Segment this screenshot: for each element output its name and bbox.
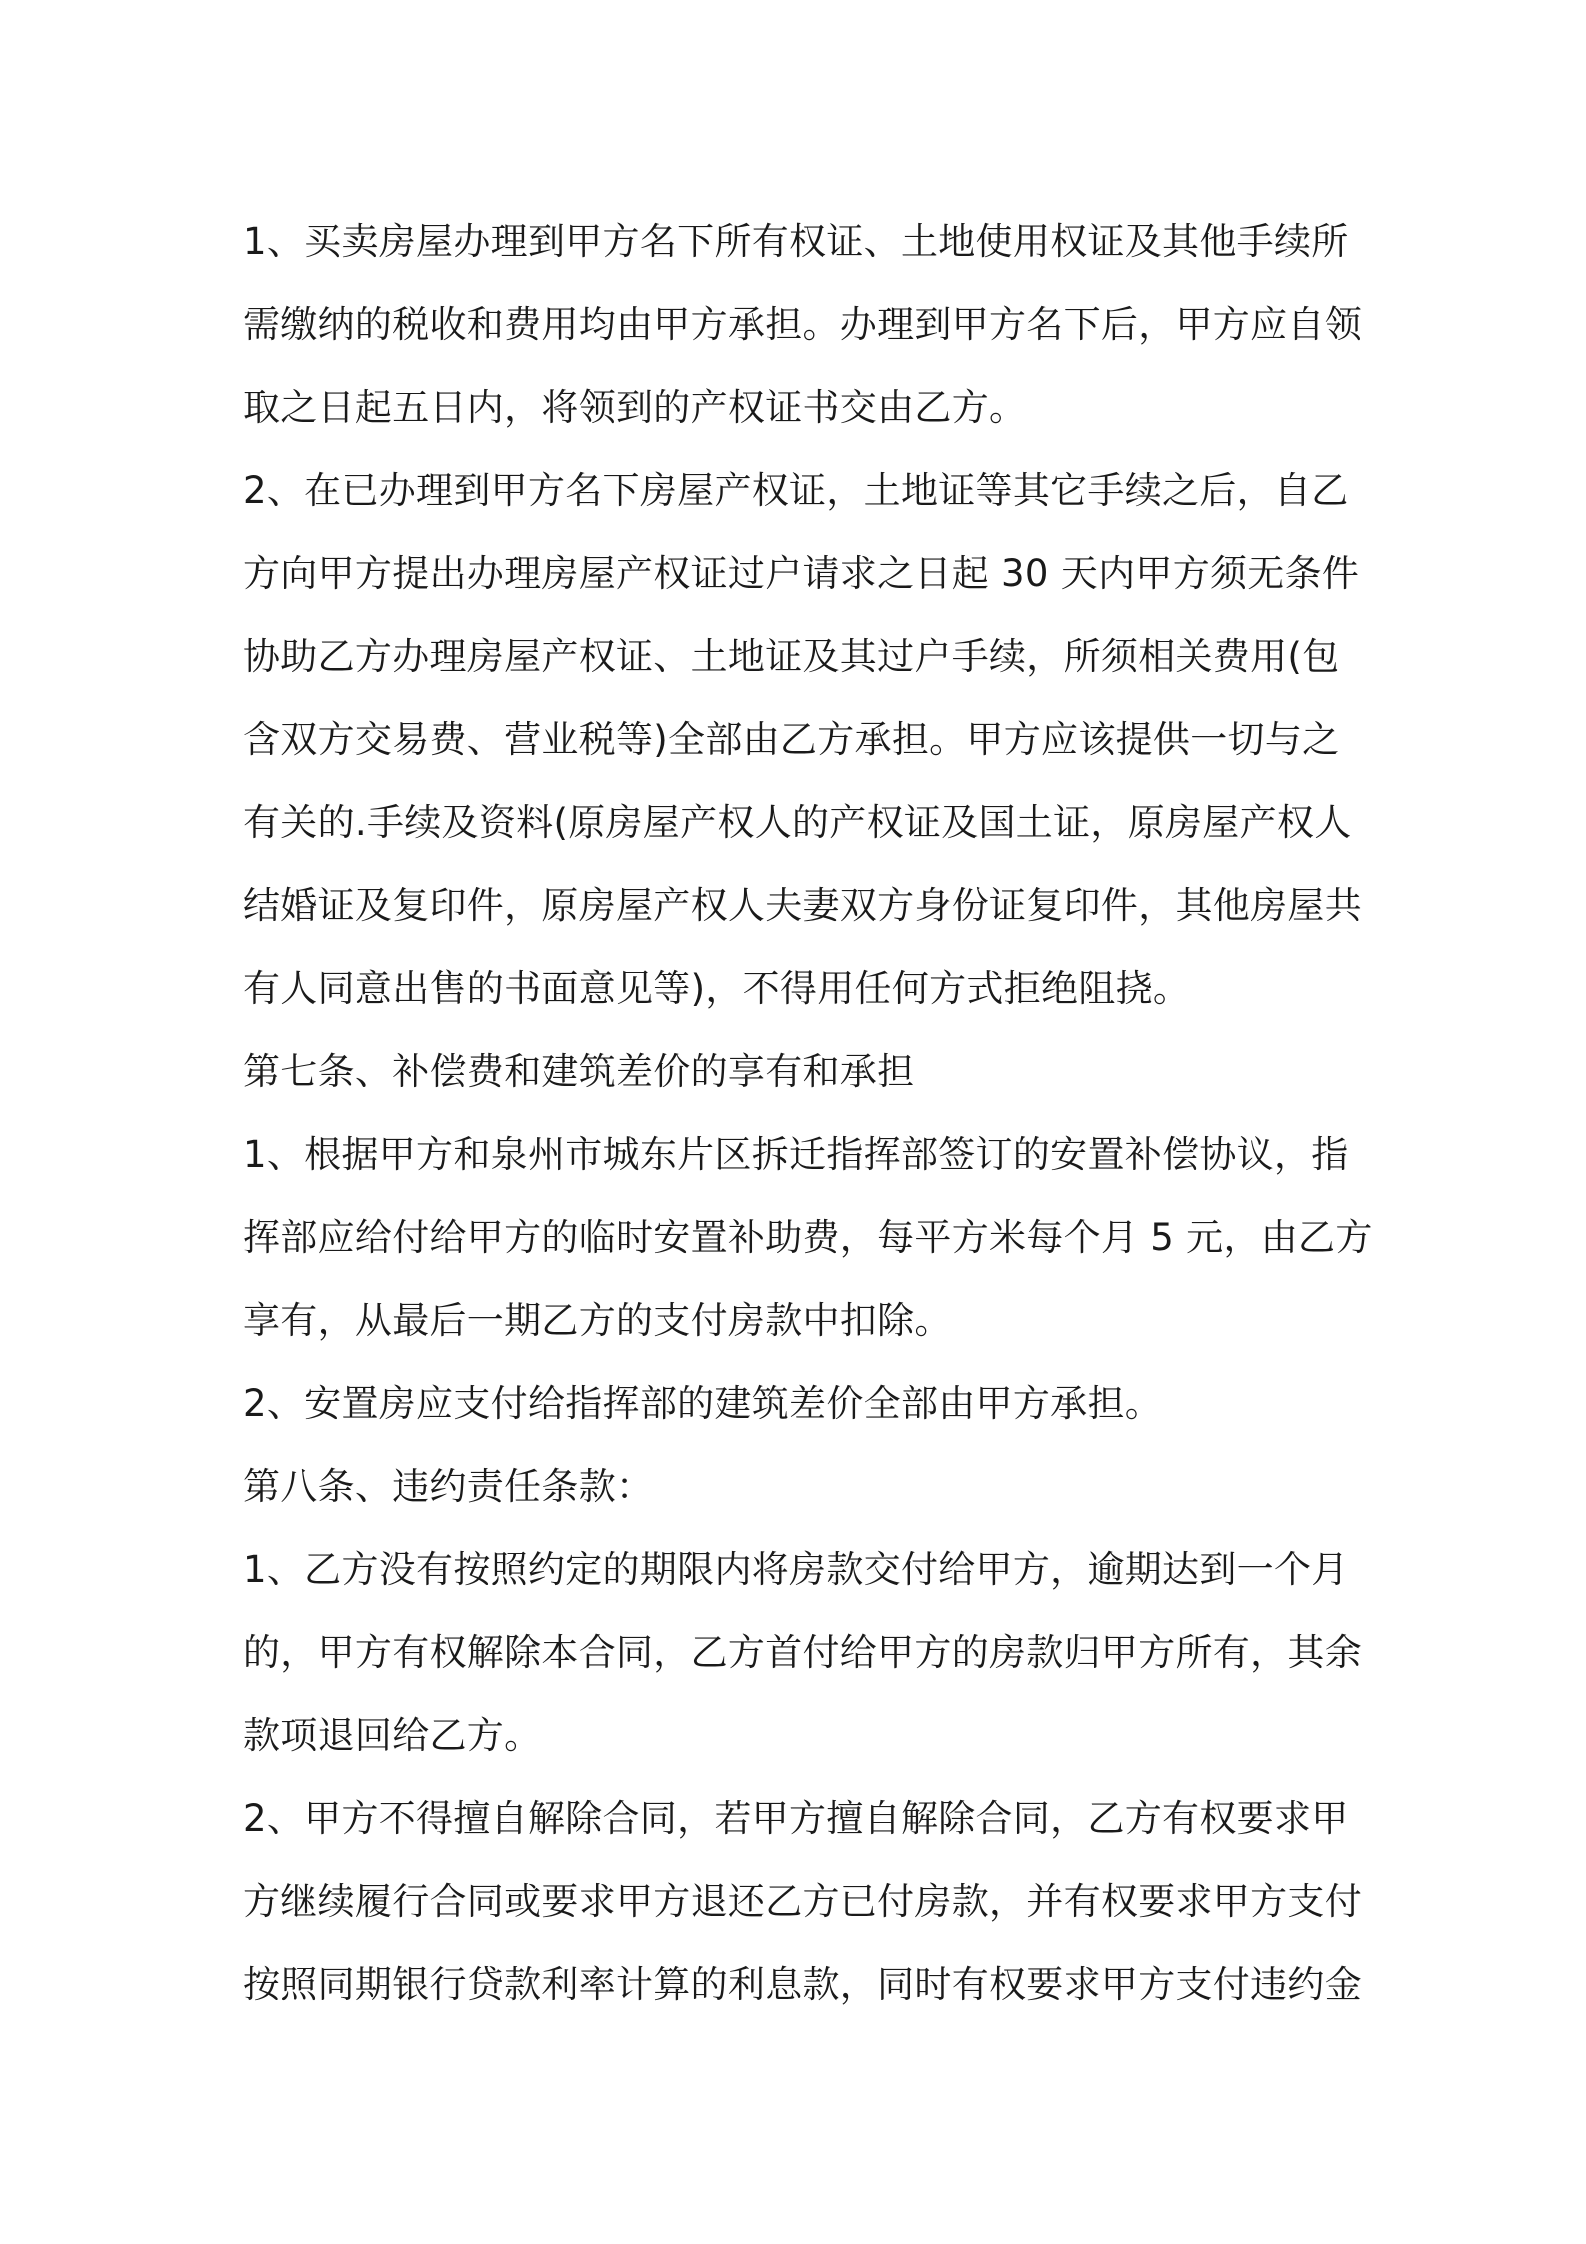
- text-line: 有关的.手续及资料(原房屋产权人的产权证及国土证，原房屋产权人: [243, 801, 1352, 844]
- text-line: 方继续履行合同或要求甲方退还乙方已付房款，并有权要求甲方支付: [243, 1880, 1362, 1923]
- text-line: 1、乙方没有按照约定的期限内将房款交付给甲方，逾期达到一个月: [243, 1548, 1349, 1591]
- section-heading: 第八条、违约责任条款：: [243, 1465, 654, 1508]
- text-line: 含双方交易费、营业税等)全部由乙方承担。甲方应该提供一切与之: [243, 718, 1340, 761]
- text-line: 挥部应给付给甲方的临时安置补助费，每平方米每个月 5 元，由乙方: [243, 1216, 1373, 1259]
- document-body: [243, 200, 1373, 2026]
- text-line: 1、根据甲方和泉州市城东片区拆迁指挥部签订的安置补偿协议，指: [243, 1133, 1349, 1176]
- text-line: 的，甲方有权解除本合同，乙方首付给甲方的房款归甲方所有，其余: [243, 1631, 1362, 1674]
- text-line: 1、买卖房屋办理到甲方名下所有权证、土地使用权证及其他手续所: [243, 220, 1349, 263]
- text-line: 结婚证及复印件，原房屋产权人夫妻双方身份证复印件，其他房屋共: [243, 884, 1362, 927]
- text-line: 2、甲方不得擅自解除合同，若甲方擅自解除合同，乙方有权要求甲: [243, 1797, 1349, 1840]
- text-line: 协助乙方办理房屋产权证、土地证及其过户手续，所须相关费用(包: [243, 635, 1340, 678]
- text-line: 取之日起五日内，将领到的产权证书交由乙方。: [243, 386, 1027, 429]
- text-line: 按照同期银行贷款利率计算的利息款，同时有权要求甲方支付违约金: [243, 1963, 1362, 2006]
- text-line: 享有，从最后一期乙方的支付房款中扣除。: [243, 1299, 952, 1342]
- text-line: 2、在已办理到甲方名下房屋产权证，土地证等其它手续之后，自乙: [243, 469, 1349, 512]
- text-line: 2、安置房应支付给指挥部的建筑差价全部由甲方承担。: [243, 1382, 1163, 1425]
- text-line: 需缴纳的税收和费用均由甲方承担。办理到甲方名下后，甲方应自领: [243, 303, 1362, 346]
- text-line: 方向甲方提出办理房屋产权证过户请求之日起 30 天内甲方须无条件: [243, 552, 1360, 595]
- section-heading: 第七条、补偿费和建筑差价的享有和承担: [243, 1050, 915, 1093]
- text-line: 有人同意出售的书面意见等)，不得用任何方式拒绝阻挠。: [243, 967, 1191, 1010]
- text-line: 款项退回给乙方。: [243, 1714, 542, 1757]
